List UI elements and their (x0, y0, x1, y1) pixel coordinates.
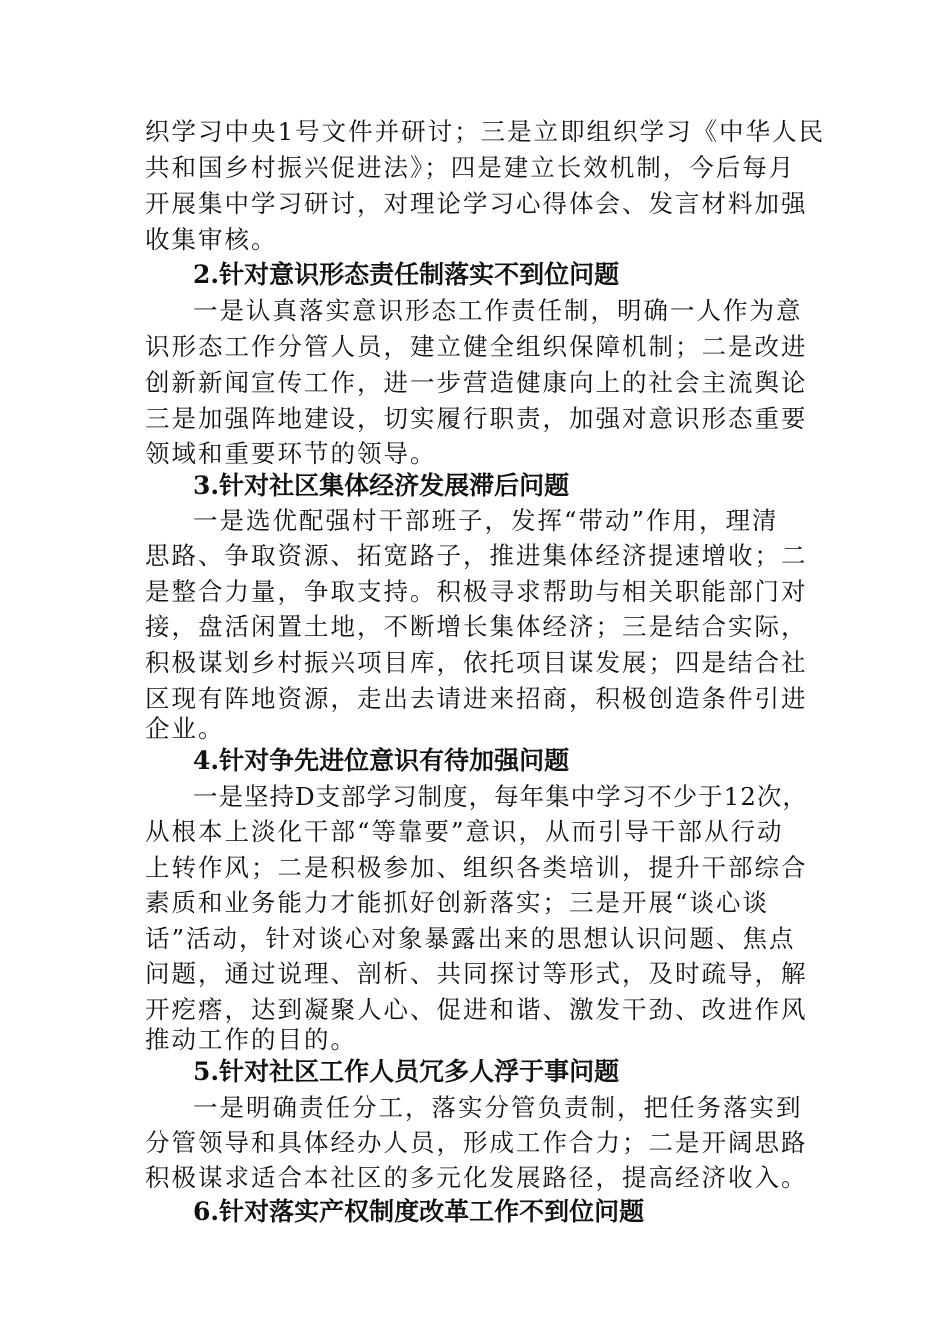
text-line: 领域和重要环节的领导。 (145, 439, 437, 468)
section-heading-6: 6.针对落实产权制度改革工作不到位问题 (193, 1197, 645, 1226)
section-heading-4: 4.针对争先进位意识有待加强问题 (193, 746, 570, 775)
text-line: 创新新闻宣传工作，进一步营造健康向上的社会主流舆论 (145, 368, 808, 397)
section-heading-5: 5.针对社区工作人员冗多人浮于事问题 (193, 1057, 620, 1086)
text-line: 接，盘活闲置土地，不断增长集体经济；三是结合实际， (145, 612, 808, 641)
text-line: 是整合力量，争取支持。积极寻求帮助与相关职能部门对 (145, 577, 808, 606)
text-line: 开疙瘩，达到凝聚人心、促进和谐、激发干劲、改进作风 (145, 995, 808, 1024)
text-line: 上转作风；二是积极参加、组织各类培训，提升干部综合 (145, 853, 808, 882)
paragraph-first-line: 一是明确责任分工，落实分管负责制，把任务落实到 (193, 1093, 803, 1122)
text-line: 三是加强阵地建设，切实履行职责，加强对意识形态重要 (145, 404, 808, 433)
text-line: 推动工作的目的。 (145, 1025, 357, 1054)
text-line: 开展集中学习研讨，对理论学习心得体会、发言材料加强 (145, 189, 808, 218)
text-line: 素质和业务能力才能抓好创新落实；三是开展“谈心谈 (145, 888, 770, 917)
text-line: 区现有阵地资源，走出去请进来招商，积极创造条件引进 (145, 684, 808, 713)
text-line: 问题，通过说理、剖析、共同探讨等形式，及时疏导，解 (145, 959, 808, 988)
section-heading-3: 3.针对社区集体经济发展滞后问题 (193, 471, 570, 500)
text-line: 分管领导和具体经办人员，形成工作合力；二是开阔思路 (145, 1128, 808, 1157)
paragraph-first-line: 一是认真落实意识形态工作责任制，明确一人作为意 (193, 296, 803, 325)
text-line: 织学习中央1号文件并研讨；三是立即组织学习《中华人民 (145, 117, 826, 146)
text-line: 共和国乡村振兴促进法》；四是建立长效机制，今后每月 (145, 153, 796, 182)
text-line: 思路、争取资源、拓宽路子，推进集体经济提速增收；二 (145, 541, 808, 570)
paragraph-first-line: 一是选优配强村干部班子，发挥“带动”作用，理清 (193, 506, 779, 535)
text-line: 话”活动，针对谈心对象暴露出来的思想认识问题、焦点 (145, 924, 796, 953)
text-line: 识形态工作分管人员，建立健全组织保障机制；二是改进 (145, 332, 808, 361)
text-line: 积极谋划乡村振兴项目库，依托项目谋发展；四是结合社 (145, 648, 808, 677)
paragraph-first-line: 一是坚持D支部学习制度，每年集中学习不少于12次， (193, 782, 808, 811)
text-line: 企业。 (145, 714, 225, 743)
text-line: 收集审核。 (145, 225, 278, 254)
text-line: 从根本上淡化干部“等靠要”意识，从而引导干部从行动 (145, 817, 784, 846)
section-heading-2: 2.针对意识形态责任制落实不到位问题 (193, 260, 620, 289)
text-line: 积极谋求适合本社区的多元化发展路径，提高经济收入。 (145, 1163, 808, 1192)
